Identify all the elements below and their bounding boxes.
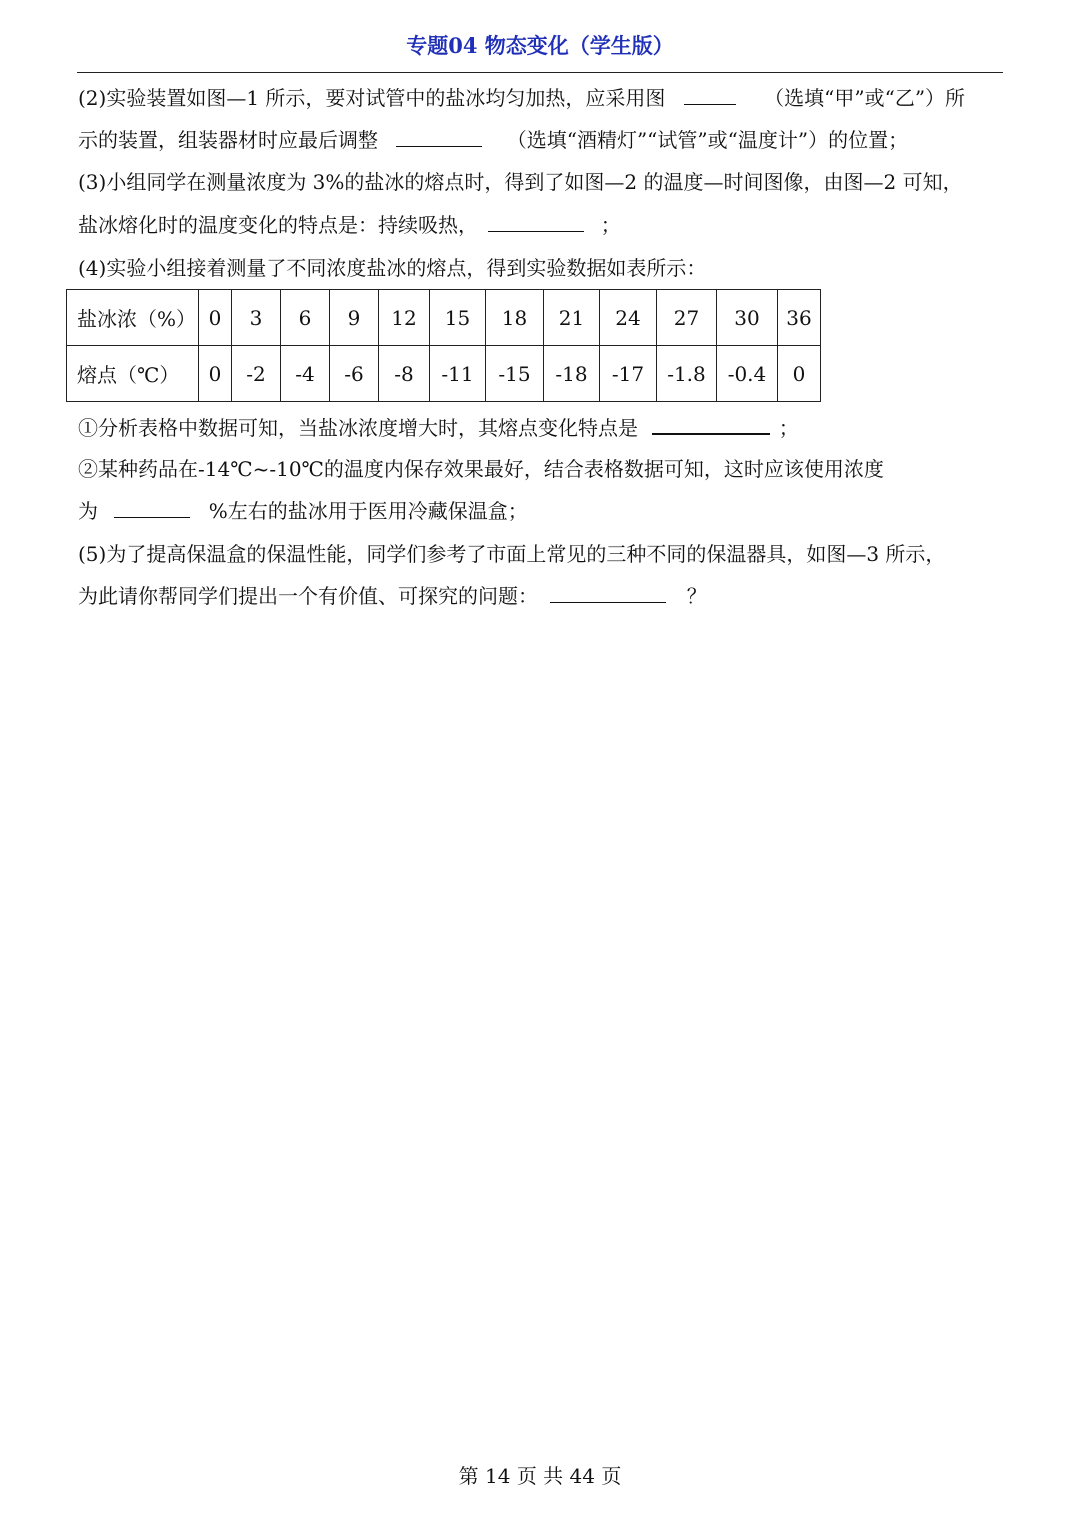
table-header-concentration: 盐冰浓（%） <box>67 290 199 346</box>
table-cell: -17 <box>600 346 657 402</box>
q4-sub2-answer-blank[interactable] <box>114 497 190 518</box>
table-row-concentration <box>67 290 821 346</box>
table-cell: 18 <box>486 290 544 346</box>
question-5-line-1: (5)为了提高保温盒的保温性能，同学们参考了市面上常见的三种不同的保温器具，如图—3 所示， <box>78 542 946 566</box>
table-cell: -11 <box>430 346 486 402</box>
page-number-footer: 第 14 页 共 44 页 <box>458 1464 622 1488</box>
question-4-sub-2-line-1: ②某种药品在-14℃~-10℃的温度内保存效果最好，结合表格数据可知，这时应该使用浓度 <box>78 457 884 481</box>
table-cell: 0 <box>199 290 232 346</box>
header-divider <box>77 72 1003 73</box>
table-cell: -15 <box>486 346 544 402</box>
table-cell: -8 <box>379 346 430 402</box>
table-cell: 0 <box>778 346 821 402</box>
q3-answer-blank[interactable] <box>488 211 584 232</box>
question-2-line-1 <box>78 84 965 112</box>
question-4-sub-2-line-2 <box>78 497 528 525</box>
table-cell: 12 <box>379 290 430 346</box>
q5-answer-blank[interactable] <box>550 582 666 603</box>
table-cell: -18 <box>544 346 600 402</box>
question-5-line-2 <box>78 582 707 610</box>
q2-answer-blank-1[interactable] <box>684 84 736 105</box>
q5-text-b: ？ <box>686 584 707 608</box>
q2-text-d: （选填“酒精灯”“试管”或“温度计”）的位置； <box>506 128 909 152</box>
q5-text-a: 为此请你帮同学们提出一个有价值、可探究的问题： <box>78 584 538 608</box>
table-header-melting-point: 熔点（℃） <box>67 346 199 402</box>
q2-text-a: (2)实验装置如图—1 所示，要对试管中的盐冰均匀加热，应采用图 <box>78 86 666 110</box>
table-cell: 9 <box>330 290 379 346</box>
table-cell: 24 <box>600 290 657 346</box>
table-cell: -1.8 <box>657 346 717 402</box>
table-cell: -4 <box>281 346 330 402</box>
question-2-line-2 <box>78 126 908 154</box>
table-cell: 3 <box>232 290 281 346</box>
table-cell: -2 <box>232 346 281 402</box>
table-cell: 27 <box>657 290 717 346</box>
table-cell: -6 <box>330 346 379 402</box>
q4-sub2-text-b: %左右的盐冰用于医用冷藏保温盒； <box>208 499 528 523</box>
q4-sub1-text-a: ①分析表格中数据可知，当盐冰浓度增大时，其熔点变化特点是 <box>78 416 638 440</box>
q4-sub1-answer-blank[interactable] <box>652 413 770 435</box>
question-3-line-2 <box>78 211 621 239</box>
table-cell: 36 <box>778 290 821 346</box>
q3-text-b: ； <box>600 213 621 237</box>
question-3-line-1: (3)小组同学在测量浓度为 3%的盐冰的熔点时，得到了如图—2 的温度—时间图像，由图—2 可知， <box>78 170 963 194</box>
table-cell: -0.4 <box>717 346 778 402</box>
q2-text-c: 示的装置，组装器材时应最后调整 <box>78 128 378 152</box>
table-cell: 0 <box>199 346 232 402</box>
table-cell: 6 <box>281 290 330 346</box>
q2-text-b: （选填“甲”或“乙”）所 <box>764 86 966 110</box>
table-cell: 21 <box>544 290 600 346</box>
q2-answer-blank-2[interactable] <box>396 126 482 147</box>
page-header-title: 专题04 物态变化（学生版） <box>406 33 674 58</box>
q3-text-a: 盐冰熔化时的温度变化的特点是：持续吸热， <box>78 213 478 237</box>
melting-point-table <box>66 289 821 402</box>
q4-sub1-text-b: ； <box>778 416 799 440</box>
question-4-intro: (4)实验小组接着测量了不同浓度盐冰的熔点，得到实验数据如表所示： <box>78 256 707 280</box>
table-cell: 15 <box>430 290 486 346</box>
table-row-melting-point <box>67 346 821 402</box>
table-cell: 30 <box>717 290 778 346</box>
q4-sub2-text-a: 为 <box>78 499 98 523</box>
question-4-sub-1 <box>78 413 799 442</box>
